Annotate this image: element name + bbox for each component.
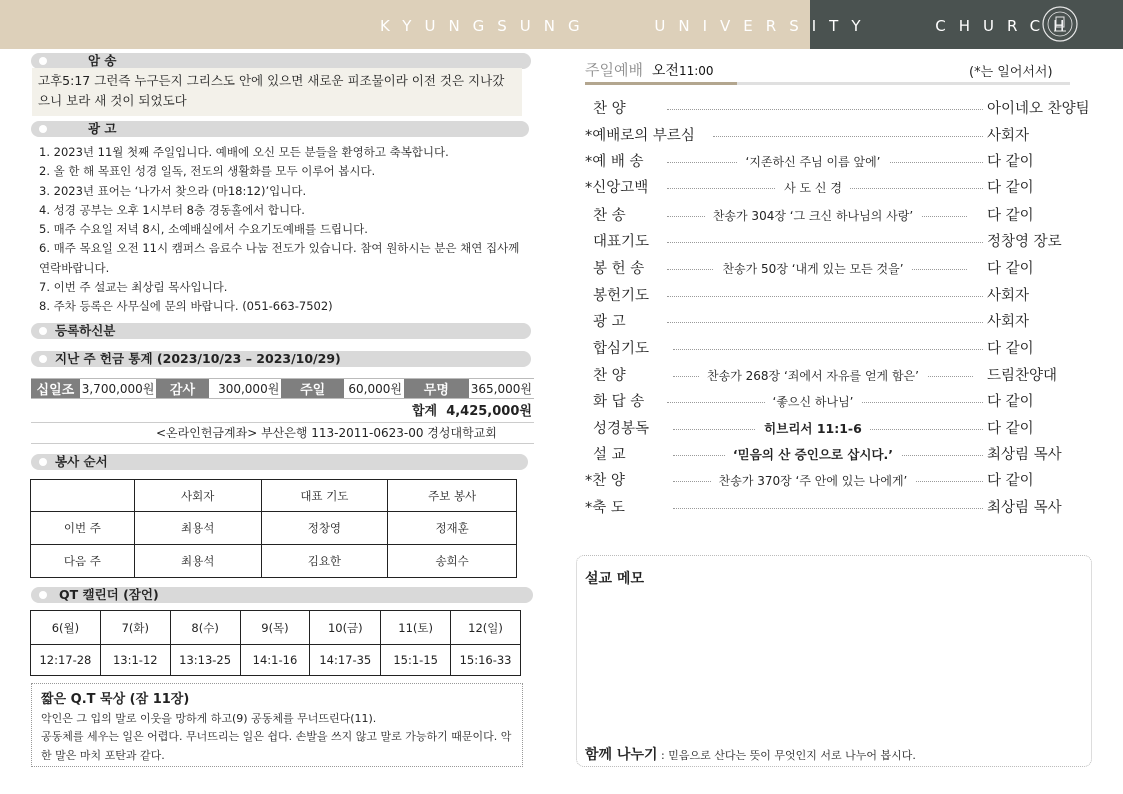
qt-passage-cell: 12:17-28: [31, 645, 101, 676]
announcement-item: 7. 이번 주 설교는 최상림 목사입니다.: [39, 280, 228, 295]
qt-day-cell: 9(목): [240, 611, 310, 645]
bullet-dot-icon: [39, 327, 47, 335]
bullet-dot-icon: [39, 355, 47, 363]
order-desc: [638, 256, 988, 282]
table-row: [31, 545, 517, 578]
offering-total-label: 합계: [412, 404, 438, 419]
table-row: [31, 611, 521, 645]
order-row: [583, 229, 1098, 255]
table-row: [31, 512, 517, 545]
offering-total-amount: 4,425,000원: [446, 404, 532, 419]
section-bar-service-order: [31, 454, 528, 470]
order-name: 설 교: [593, 447, 626, 463]
qt-day-cell: 7(화): [100, 611, 170, 645]
table-cell: 최용석: [134, 512, 261, 545]
announcement-list: [39, 143, 529, 317]
brand-word-1: KYUNGSUNG: [380, 17, 593, 35]
table-header-cell: 대표 기도: [261, 480, 388, 512]
table-cell: 이번 주: [31, 512, 135, 545]
worship-time: 11:00: [678, 64, 714, 78]
qt-passage-cell: 13:13-25: [170, 645, 240, 676]
order-name: 봉 헌 송: [593, 261, 645, 277]
order-row: [583, 149, 1098, 175]
section-title: 봉사 순서: [55, 454, 108, 469]
header-band: [0, 0, 1123, 49]
table-cell: 최용석: [134, 545, 261, 578]
table-cell: 김요한: [261, 545, 388, 578]
order-desc-text: 찬송가 268장 ‘죄에서 자유를 얻게 함은’: [699, 369, 927, 383]
order-desc-text: 찬송가 370장 ‘주 안에 있는 나에게’: [711, 474, 916, 488]
order-desc: [638, 203, 988, 229]
section-title: 지난 주 헌금 통계 (2023/10/23 – 2023/10/29): [55, 351, 341, 366]
order-name: 화 답 송: [593, 394, 645, 410]
recitation-verse: 고후5:17 그런즉 누구든지 그리스도 안에 있으면 새로운 피조물이라 이전 것은 지나갔으니 보라 새 것이 되었도다: [32, 68, 522, 116]
order-by: 다 같이: [987, 154, 1034, 170]
qt-passage-cell: 14:17-35: [310, 645, 381, 676]
table-cell: 다음 주: [31, 545, 135, 578]
qt-calendar-table: [30, 610, 521, 676]
order-row: [583, 416, 1098, 442]
section-bar-qt-calendar: [31, 587, 533, 603]
order-leader-line: [667, 322, 983, 323]
offering-amount: 300,000원: [209, 379, 282, 399]
table-header-cell: [31, 480, 135, 512]
table-header-cell: 주보 봉사: [388, 480, 517, 512]
order-row: [583, 309, 1098, 335]
order-desc: [638, 442, 988, 468]
worship-header-rule: [585, 82, 1070, 85]
bullet-dot-icon: [39, 57, 47, 65]
order-row: [583, 175, 1098, 201]
share-together-text: : 믿음으로 산다는 뜻이 무엇인지 서로 나누어 봅시다.: [657, 749, 916, 762]
announcement-item: 3. 2023년 표어는 ‘나가서 찾으라 (마18:12)’입니다.: [39, 183, 307, 198]
order-by: 다 같이: [987, 261, 1034, 277]
qt-meditation-title: 짧은 Q.T 묵상 (잠 11장): [41, 692, 190, 707]
order-by: 사회자: [987, 288, 1030, 304]
offering-label: 감사: [156, 379, 208, 399]
section-title: 광 고: [88, 121, 117, 136]
announcement-item: 4. 성경 공부는 오후 1시부터 8층 경동홀에서 합니다.: [39, 202, 305, 217]
announcement-item: 1. 2023년 11월 첫째 주일입니다. 예배에 오신 모든 분들을 환영하고 축복합니다.: [39, 145, 449, 159]
order-desc: [638, 363, 988, 389]
announcement-item: 8. 주차 등록은 사무실에 문의 바랍니다. (051-663-7502): [39, 299, 333, 314]
offering-label: 십일조: [31, 379, 80, 399]
order-by: 최상림 목사: [987, 500, 1062, 516]
university-seal-icon: [1041, 5, 1079, 43]
order-leader-line: [667, 109, 983, 110]
order-leader-line: [667, 296, 983, 297]
qt-day-cell: 8(수): [170, 611, 240, 645]
order-name: 찬 양: [593, 101, 626, 117]
order-desc: [638, 468, 988, 494]
order-desc-text: 찬송가 50장 ‘내게 있는 모든 것을’: [714, 262, 911, 276]
order-leader-line: [673, 508, 983, 509]
offering-amount: 365,000원: [469, 379, 534, 399]
order-by: 아이네오 찬양팀: [987, 101, 1090, 117]
section-bar-offering: [31, 351, 531, 367]
offering-account: <온라인헌금계좌> 부산은행 113-2011-0623-00 경성대학교회: [31, 422, 534, 444]
announcement-item: 5. 매주 수요일 저녁 8시, 소예배실에서 수요기도예배를 드립니다.: [39, 222, 368, 237]
order-row: [583, 495, 1098, 521]
qt-passage-cell: 14:1-16: [240, 645, 310, 676]
qt-meditation-box: [31, 683, 523, 767]
order-row: [583, 363, 1098, 389]
order-leader-line: [673, 349, 983, 350]
order-row: [583, 468, 1098, 494]
order-name: 찬 양: [593, 368, 626, 384]
order-name: 찬 송: [593, 208, 626, 224]
order-name: *신앙고백: [585, 180, 649, 196]
table-cell: 정창영: [261, 512, 388, 545]
offering-table: [31, 378, 534, 399]
order-row: [583, 256, 1098, 282]
order-desc: [638, 389, 988, 415]
table-cell: 송희수: [388, 545, 517, 578]
order-row: [583, 336, 1098, 362]
order-by: 사회자: [987, 128, 1030, 144]
qt-passage-cell: 13:1-12: [100, 645, 170, 676]
service-duty-table: [30, 479, 517, 578]
offering-total: [412, 400, 532, 419]
order-by: 다 같이: [987, 473, 1034, 489]
section-title: QT 캘린더 (잠언): [59, 587, 159, 602]
order-desc-text: ‘지존하신 주님 이름 앞에’: [738, 155, 889, 169]
standing-note: (*는 일어서서): [969, 65, 1053, 80]
bullet-dot-icon: [39, 591, 47, 599]
sermon-memo-box[interactable]: [576, 555, 1092, 767]
sermon-memo-title: 설교 메모: [585, 571, 644, 587]
order-desc: [638, 175, 988, 201]
order-row: [583, 96, 1098, 122]
order-by: 다 같이: [987, 341, 1034, 357]
qt-day-cell: 6(월): [31, 611, 101, 645]
order-name: *예배로의 부르심: [585, 128, 695, 144]
offering-label: 무명: [404, 379, 469, 399]
section-bar-recitation: [31, 53, 531, 69]
order-desc-text: ‘좋으신 하나님’: [765, 395, 862, 409]
order-by: 다 같이: [987, 180, 1034, 196]
worship-header: [585, 59, 714, 80]
order-desc: [638, 416, 988, 442]
order-by: 사회자: [987, 314, 1030, 330]
order-name: 대표기도: [593, 234, 650, 250]
worship-label: 주일예배: [585, 61, 643, 79]
section-title: 암 송: [88, 53, 117, 68]
offering-amount: 60,000원: [344, 379, 404, 399]
order-by: 최상림 목사: [987, 447, 1062, 463]
qt-passage-cell: 15:1-15: [381, 645, 451, 676]
order-by: 다 같이: [987, 208, 1034, 224]
order-desc-text: 찬송가 304장 ‘그 크신 하나님의 사랑’: [705, 209, 921, 223]
offering-amount: 3,700,000원: [80, 379, 157, 399]
bullet-dot-icon: [39, 125, 47, 133]
order-name: 봉헌기도: [593, 288, 650, 304]
qt-day-cell: 10(금): [310, 611, 381, 645]
announcement-item: 2. 올 한 해 목표인 성경 일독, 전도의 생활화를 모두 이루어 봅시다.: [39, 164, 376, 179]
order-by: 정창영 장로: [987, 234, 1062, 250]
qt-day-cell: 12(일): [451, 611, 521, 645]
brand-word-2: UNIVERSITY: [654, 17, 874, 35]
section-title: 등록하신분: [55, 323, 116, 338]
order-desc-text: ‘믿음의 산 증인으로 삽시다.’: [725, 447, 901, 462]
table-row: [31, 645, 521, 676]
brand-word-3: CHURCH: [935, 17, 1078, 35]
section-bar-announcements: [31, 121, 529, 137]
worship-header-accent: [585, 82, 737, 85]
order-leader-line: [667, 242, 983, 243]
share-together: [585, 744, 916, 764]
section-bar-registrants: [31, 323, 531, 339]
table-header-cell: 사회자: [134, 480, 261, 512]
order-row: [583, 283, 1098, 309]
qt-passage-cell: 15:16-33: [451, 645, 521, 676]
qt-day-cell: 11(토): [381, 611, 451, 645]
worship-time-prefix: 오전: [651, 63, 679, 79]
order-by: 드림찬양대: [987, 368, 1058, 384]
order-by: 다 같이: [987, 394, 1034, 410]
share-together-title: 함께 나누기: [585, 747, 658, 763]
order-name: 광 고: [593, 314, 626, 330]
order-name: *예 배 송: [585, 154, 644, 170]
order-by: 다 같이: [987, 421, 1034, 437]
offering-label: 주일: [281, 379, 344, 399]
bullet-dot-icon: [39, 458, 47, 466]
order-name: *찬 양: [585, 473, 625, 489]
order-name: 합심기도: [593, 341, 650, 357]
church-brand-title: [380, 17, 1077, 35]
order-row: [583, 203, 1098, 229]
qt-meditation-line: 공동체를 세우는 일은 어렵다. 무너뜨리는 일은 쉽다. 손발을 쓰지 않고 말로 가능하기 때문이다. 악한 말은 마치 포탄과 같다.: [41, 730, 512, 762]
order-row: [583, 123, 1098, 149]
order-desc-text: 사 도 신 경: [776, 181, 850, 195]
order-name: *축 도: [585, 500, 625, 516]
order-row: [583, 389, 1098, 415]
order-leader-line: [713, 136, 983, 137]
table-cell: 정재훈: [388, 512, 517, 545]
announcement-item: 6. 매주 목요일 오전 11시 캠퍼스 음료수 나눔 전도가 있습니다. 참여 원하시는 분은 채연 집사께 연락바랍니다.: [39, 241, 520, 275]
qt-meditation-line: 악인은 그 입의 말로 이웃을 망하게 하고(9) 공동체를 무너뜨린다(11).: [41, 712, 377, 725]
order-desc: [638, 149, 988, 175]
order-row: [583, 442, 1098, 468]
order-desc-text: 히브리서 11:1-6: [756, 421, 870, 436]
order-name: 성경봉독: [593, 421, 650, 437]
